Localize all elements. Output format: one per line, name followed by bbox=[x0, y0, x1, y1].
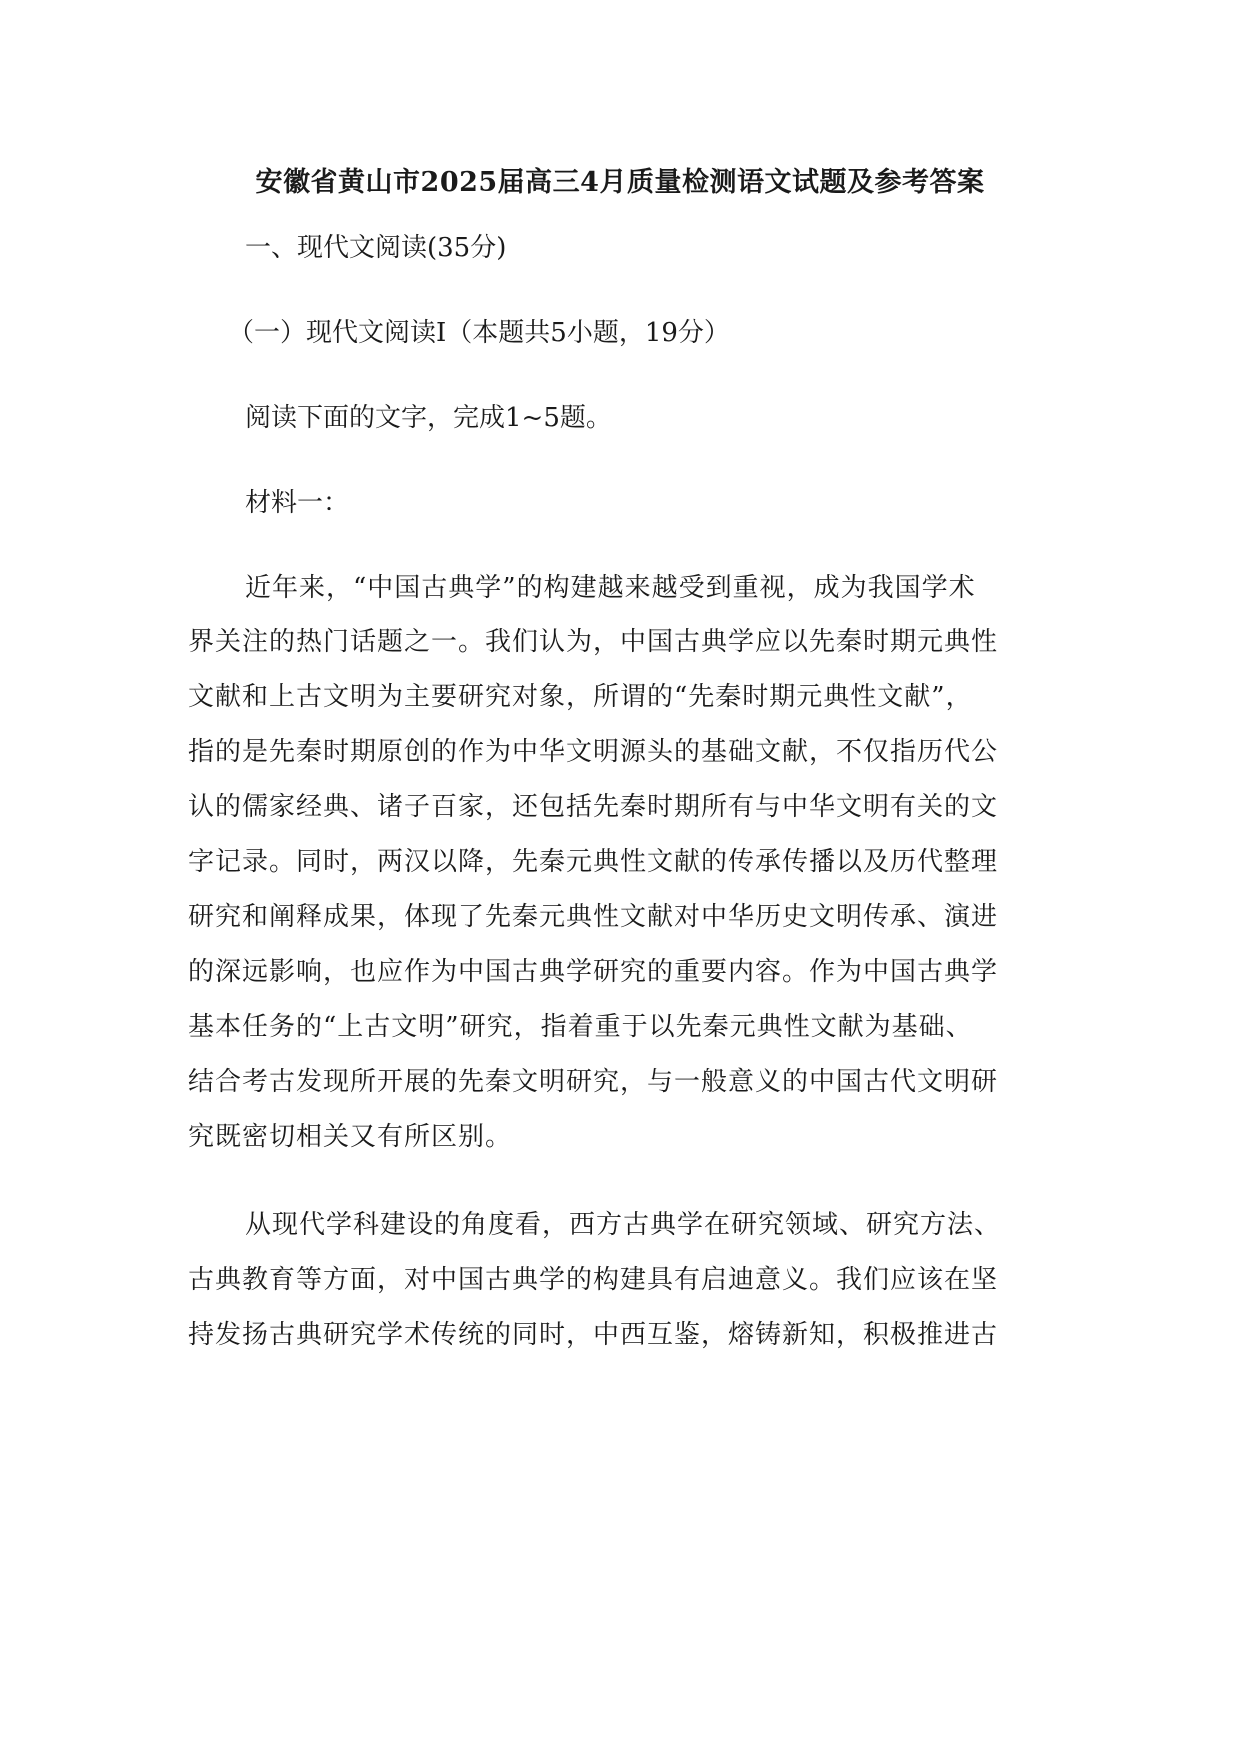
paragraph1-line: 结合考古发现所开展的先秦文明研究，与一般意义的中国古代文明研 bbox=[188, 1067, 999, 1097]
paragraph2-line: 从现代学科建设的角度看，西方古典学在研究领域、研究方法、 bbox=[245, 1210, 1002, 1240]
paragraph1-line: 的深远影响，也应作为中国古典学研究的重要内容。作为中国古典学 bbox=[188, 957, 999, 987]
paragraph2-line: 持发扬古典研究学术传统的同时，中西互鉴，熔铸新知，积极推进古 bbox=[188, 1320, 999, 1350]
paragraph1-line: 字记录。同时，两汉以降，先秦元典性文献的传承传播以及历代整理 bbox=[188, 847, 999, 877]
paragraph1-line: 究既密切相关又有所区别。 bbox=[188, 1122, 513, 1152]
paragraph1-line: 近年来，“中国古典学”的构建越来越受到重视，成为我国学术 bbox=[245, 573, 976, 603]
paragraph1-line: 基本任务的“上古文明”研究，指着重于以先秦元典性文献为基础、 bbox=[188, 1012, 973, 1042]
material-label: 材料一： bbox=[245, 488, 350, 518]
paragraph1-line: 界关注的热门话题之一。我们认为，中国古典学应以先秦时期元典性 bbox=[188, 627, 999, 657]
instruction-text: 阅读下面的文字，完成1~5题。 bbox=[245, 403, 612, 433]
paragraph1-line: 认的儒家经典、诸子百家，还包括先秦时期所有与中华文明有关的文 bbox=[188, 792, 999, 822]
section-heading: 一、现代文阅读(35分) bbox=[245, 233, 507, 263]
paragraph2-line: 古典教育等方面，对中国古典学的构建具有启迪意义。我们应该在坚 bbox=[188, 1265, 999, 1295]
paragraph1-line: 指的是先秦时期原创的作为中华文明源头的基础文献，不仅指历代公 bbox=[188, 737, 999, 767]
paragraph1-line: 文献和上古文明为主要研究对象，所谓的“先秦时期元典性文献”， bbox=[188, 682, 973, 712]
document-title: 安徽省黄山市2025届高三4月质量检测语文试题及参考答案 bbox=[255, 167, 985, 198]
paragraph1-line: 研究和阐释成果，体现了先秦元典性文献对中华历史文明传承、演进 bbox=[188, 902, 999, 932]
subsection-heading: （一）现代文阅读Ⅰ（本题共5小题，19分） bbox=[228, 318, 730, 348]
